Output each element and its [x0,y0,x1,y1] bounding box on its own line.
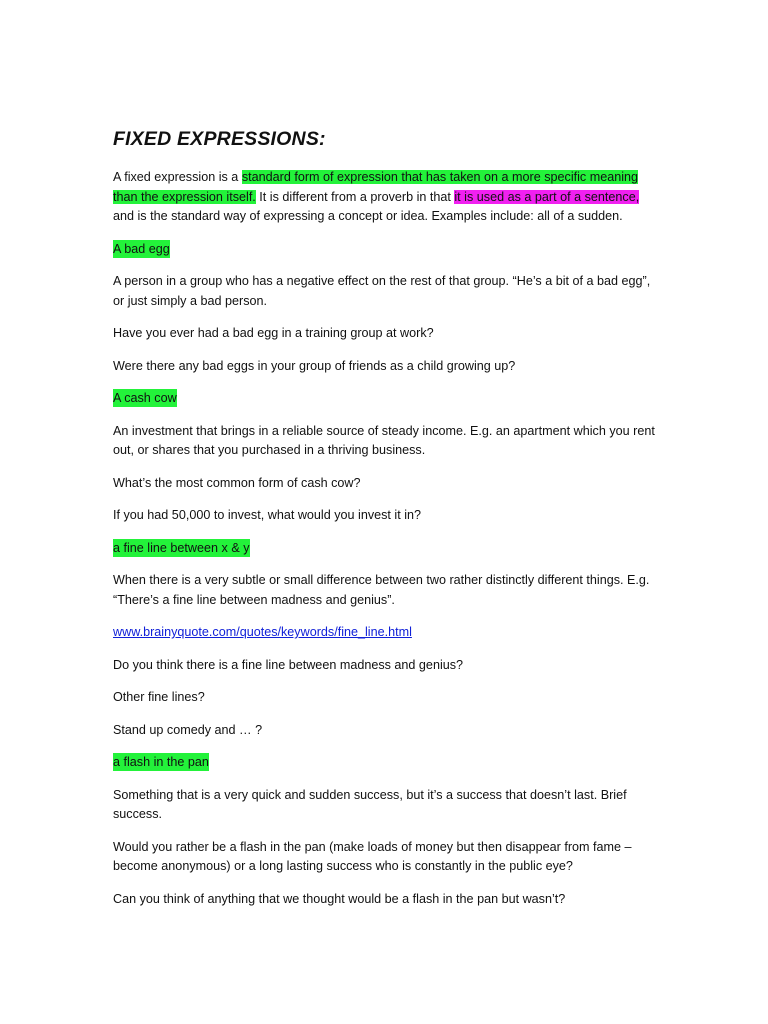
intro-paragraph [113,168,658,227]
intro-text-2: It is different from a proverb in that [255,189,455,204]
question-paragraph: Have you ever had a bad egg in a training group at work? [113,326,434,340]
section-heading-flash-in-pan: a flash in the pan [113,755,209,769]
definition-paragraph: Something that is a very quick and sudden success, but it’s a success that doesn’t last. Brief success. [113,787,627,821]
section-heading-bad-egg: A bad egg [113,241,170,256]
intro-text-3: and is the standard way of expressing a concept or idea. Examples include: all of a sudden. [113,209,623,223]
definition-paragraph: A person in a group who has a negative effect on the rest of that group. “He’s a bit of a bad egg”, or just simply a bad person. [113,274,651,308]
section-heading-cash-cow: A cash cow [113,391,177,405]
question-paragraph: Stand up comedy and … ? [113,722,263,737]
definition-paragraph: When there is a very subtle or small difference between two rather distinctly different things. E.g. “There’s a fine line between madness and genius”. [113,573,650,607]
question-paragraph: What’s the most common form of cash cow? [113,475,361,490]
definition-paragraph: An investment that brings in a reliable source of steady income. E.g. an apartment which you rent out, or shares that you purchased in a thriving business. [113,423,655,457]
intro-highlight-usage: it is used as a part of a sentence, [454,189,640,204]
question-paragraph: Would you rather be a flash in the pan (make loads of money but then disappear from fame – become anonymous) or a long lasting success who is constantly in the public eye? [113,839,632,873]
reference-link[interactable]: www.brainyquote.com/quotes/keywords/fine_line.html [113,625,412,639]
question-paragraph: Were there any bad eggs in your group of friends as a child growing up? [113,358,516,373]
intro-text-1: A fixed expression is a [113,170,242,184]
question-paragraph: If you had 50,000 to invest, what would you invest it in? [113,508,422,522]
question-paragraph: Do you think there is a fine line between madness and genius? [113,657,464,672]
page-title: FIXED EXPRESSIONS: [113,128,326,150]
question-paragraph: Other fine lines? [113,690,205,704]
intro-highlight-definition: standard form of expression that has taken on a more specific meaning than the expression itself. [113,170,639,204]
question-paragraph: Can you think of anything that we thought would be a flash in the pan but wasn’t? [113,891,566,906]
section-heading-fine-line: a fine line between x & y [113,540,250,555]
